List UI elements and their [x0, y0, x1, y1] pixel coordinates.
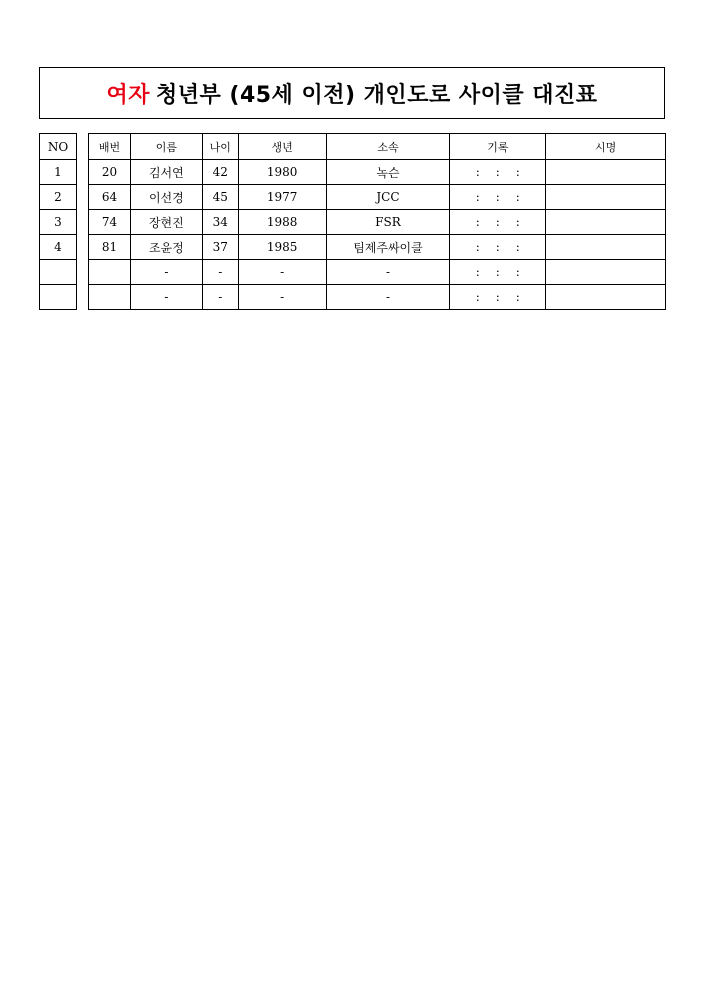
cell-sign — [546, 235, 666, 260]
cell-born: 1988 — [238, 210, 326, 235]
cell-record — [450, 235, 546, 260]
row-no: 4 — [40, 235, 77, 260]
cell-bib: 64 — [89, 185, 131, 210]
cell-name: 김서연 — [130, 160, 202, 185]
bracket-table — [88, 133, 666, 310]
cell-born: 1977 — [238, 185, 326, 210]
header-age: 나이 — [202, 134, 238, 160]
cell-team: - — [326, 260, 450, 285]
record-sep: : — [475, 190, 480, 204]
header-no: NO — [40, 134, 77, 160]
cell-bib: 81 — [89, 235, 131, 260]
record-sep: : — [515, 240, 520, 254]
cell-record — [450, 185, 546, 210]
record-sep: : — [515, 265, 520, 279]
cell-age: - — [202, 260, 238, 285]
table-row — [89, 160, 666, 185]
cell-team: 녹슨 — [326, 160, 450, 185]
row-no: 2 — [40, 185, 77, 210]
cell-sign — [546, 260, 666, 285]
record-sep: : — [475, 290, 480, 304]
cell-record — [450, 285, 546, 310]
cell-age: 34 — [202, 210, 238, 235]
row-no: 3 — [40, 210, 77, 235]
header-sign: 시명 — [546, 134, 666, 160]
row-no — [40, 260, 77, 285]
title-accent: 여자 — [106, 82, 150, 108]
record-sep: : — [475, 165, 480, 179]
record-sep: : — [515, 290, 520, 304]
cell-age: 42 — [202, 160, 238, 185]
record-sep: : — [495, 165, 500, 179]
table-row — [89, 260, 666, 285]
record-sep: : — [495, 240, 500, 254]
cell-record — [450, 260, 546, 285]
row-no: 1 — [40, 160, 77, 185]
cell-age: 45 — [202, 185, 238, 210]
header-born: 생년 — [238, 134, 326, 160]
cell-name: - — [130, 260, 202, 285]
cell-born: - — [238, 285, 326, 310]
page-title — [39, 67, 665, 119]
record-sep: : — [495, 265, 500, 279]
record-sep: : — [495, 290, 500, 304]
cell-born: 1985 — [238, 235, 326, 260]
table-row — [89, 210, 666, 235]
cell-age: - — [202, 285, 238, 310]
row-no — [40, 285, 77, 310]
record-sep: : — [475, 265, 480, 279]
cell-born: 1980 — [238, 160, 326, 185]
cell-name: - — [130, 285, 202, 310]
cell-age: 37 — [202, 235, 238, 260]
cell-sign — [546, 185, 666, 210]
record-sep: : — [475, 240, 480, 254]
record-sep: : — [475, 215, 480, 229]
header-team: 소속 — [326, 134, 450, 160]
cell-team: - — [326, 285, 450, 310]
header-name: 이름 — [130, 134, 202, 160]
record-sep: : — [515, 215, 520, 229]
cell-name: 이선경 — [130, 185, 202, 210]
header-record: 기록 — [450, 134, 546, 160]
header-bib: 배번 — [89, 134, 131, 160]
cell-team: FSR — [326, 210, 450, 235]
record-sep: : — [495, 215, 500, 229]
table-header-row — [89, 134, 666, 160]
cell-record — [450, 160, 546, 185]
cell-sign — [546, 285, 666, 310]
cell-team: 팀제주싸이클 — [326, 235, 450, 260]
cell-born: - — [238, 260, 326, 285]
cell-bib — [89, 260, 131, 285]
table-row — [89, 285, 666, 310]
cell-team: JCC — [326, 185, 450, 210]
cell-record — [450, 210, 546, 235]
cell-name: 조윤정 — [130, 235, 202, 260]
record-sep: : — [515, 190, 520, 204]
table-row — [89, 235, 666, 260]
title-text: 청년부 (45세 이전) 개인도로 사이클 대진표 — [155, 82, 598, 108]
cell-sign — [546, 210, 666, 235]
cell-bib: 74 — [89, 210, 131, 235]
cell-bib: 20 — [89, 160, 131, 185]
cell-sign — [546, 160, 666, 185]
table-row — [89, 185, 666, 210]
number-column-table — [39, 133, 77, 310]
record-sep: : — [515, 165, 520, 179]
cell-name: 장현진 — [130, 210, 202, 235]
cell-bib — [89, 285, 131, 310]
record-sep: : — [495, 190, 500, 204]
